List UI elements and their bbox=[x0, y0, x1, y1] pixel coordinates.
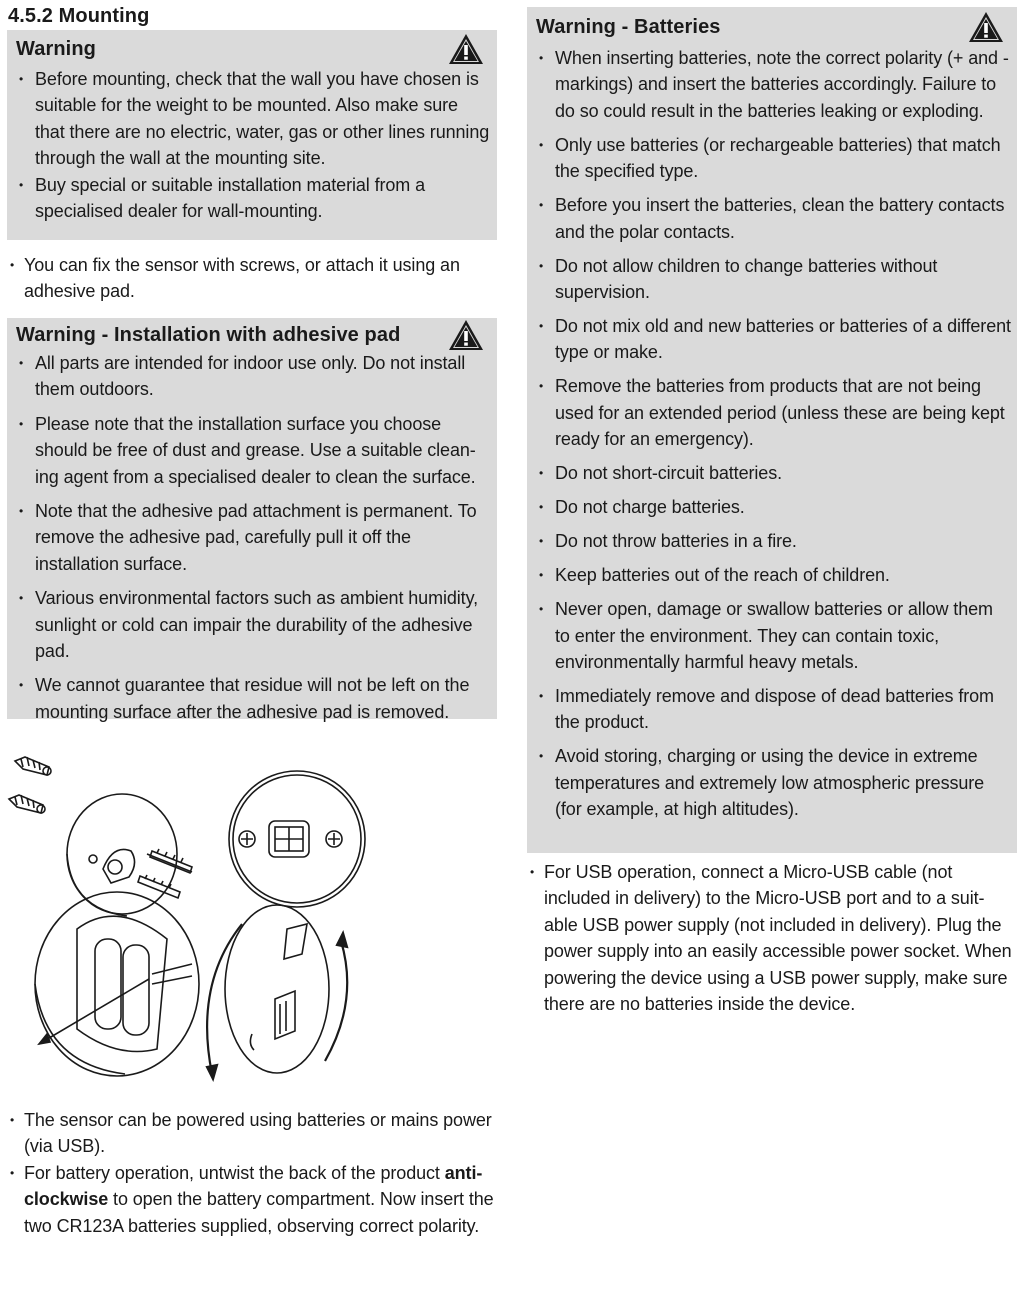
list-item: • Do not short-circuit batteries. bbox=[527, 460, 1017, 486]
list-item: • Buy special or suitable installation material from a specialised dealer for wall-mounting. bbox=[7, 172, 497, 225]
screw-icon bbox=[138, 875, 180, 898]
mounting-diagram bbox=[7, 749, 497, 1089]
list-item: • Various environmental factors such as ambient humidity, sunlight or cold can impair the durability of the adhesive pad. bbox=[7, 585, 497, 664]
wall-plug-icon bbox=[9, 795, 45, 813]
list-item: • Remove the batteries from products that are not being used for an extended period (unless these are being kept ready for an emergency). bbox=[527, 373, 1017, 452]
rotate-back-icon bbox=[225, 905, 329, 1073]
list-item: • Do not throw batteries in a fire. bbox=[527, 528, 1017, 554]
list-item: • Immediately remove and dispose of dead batteries from the product. bbox=[527, 683, 1017, 736]
fix-note-list bbox=[7, 252, 497, 306]
list-item: • Only use batteries (or rechargeable batteries) that match the specified type. bbox=[527, 132, 1017, 185]
warning-triangle-icon bbox=[447, 32, 485, 66]
battery-operation-note bbox=[7, 1160, 497, 1239]
warning-title: Warning bbox=[16, 38, 96, 60]
usb-note: • For USB operation, connect a Micro-USB cable (not included in delivery) to the Micro-USB port and to a suit-able USB power supply (not included in delivery). Plug the power supply into an easily accessible power socket. When powering the device using a USB power supply, make sure there are no batteries inside the device. bbox=[527, 859, 1017, 1017]
usb-note-list bbox=[527, 859, 1017, 1017]
battery-note-text: For battery operation, untwist the back of the product bbox=[24, 1162, 445, 1183]
warning-header bbox=[527, 7, 1017, 45]
anti-clockwise-emphasis: anti-clockwise bbox=[24, 1162, 483, 1210]
warning-title: Warning - Installation with adhesive pad bbox=[16, 324, 401, 346]
warning-title: Warning - Batteries bbox=[536, 16, 721, 38]
warning-triangle-icon bbox=[967, 10, 1005, 44]
warning-header bbox=[7, 318, 497, 350]
list-item: • Note that the adhesive pad attachment is permanent. To remove the adhesive pad, carefully pull it off the installation surface. bbox=[7, 498, 497, 577]
fix-note: • You can fix the sensor with screws, or attach it using an adhesive pad. bbox=[7, 252, 497, 305]
list-item: • Before mounting, check that the wall you have chosen is suitable for the weight to be mounted. Also make sure that there are no electric, water, gas or other lines running through the wall at the mounting site. bbox=[7, 66, 497, 172]
list-item: • Avoid storing, charging or using the device in extreme temperatures and extremely low atmospheric pressure (for example, at high altitudes). bbox=[527, 743, 1017, 822]
list-item: • We cannot guarantee that residue will not be left on the mounting surface after the adhesive pad is removed. bbox=[7, 672, 497, 725]
list-item: • All parts are intended for indoor use only. Do not install them outdoors. bbox=[7, 350, 497, 403]
rotation-arrow-icon bbox=[207, 924, 347, 1079]
mounting-illustration bbox=[7, 749, 497, 1089]
list-item: • Keep batteries out of the reach of children. bbox=[527, 562, 1017, 588]
list-item: • Do not charge batteries. bbox=[527, 494, 1017, 520]
battery-compartment-icon bbox=[35, 892, 199, 1076]
power-note: • The sensor can be powered using batteries or mains power (via USB). bbox=[7, 1107, 497, 1160]
list-item: • Do not mix old and new batteries or batteries of a different type or make. bbox=[527, 313, 1017, 366]
warning-box-batteries bbox=[527, 7, 1017, 853]
warning-list bbox=[7, 350, 497, 725]
front-plate-icon bbox=[229, 771, 365, 907]
warning-triangle-icon bbox=[447, 318, 485, 352]
list-item: • When inserting batteries, note the correct polarity (+ and - markings) and insert the batteries accordingly. Failure to do so could result in the batteries leaking or exploding. bbox=[527, 45, 1017, 124]
wall-plug-icon bbox=[15, 757, 51, 775]
list-item: • Do not allow children to change batteries without supervision. bbox=[527, 253, 1017, 306]
warning-header bbox=[7, 30, 497, 66]
warning-list bbox=[7, 66, 497, 224]
right-column bbox=[527, 0, 1017, 1017]
warning-box-mounting bbox=[7, 30, 497, 240]
warning-list bbox=[527, 45, 1017, 823]
battery-note-text: to open the battery compartment. Now insert the two CR123A batteries supplied, observing correct polarity. bbox=[24, 1189, 494, 1236]
list-item: • Please note that the installation surface you choose should be free of dust and grease. Use a suitable clean-ing agent from a specialised dealer to clean the surface. bbox=[7, 411, 497, 490]
warning-box-adhesive bbox=[7, 318, 497, 722]
left-column bbox=[7, 0, 497, 1239]
screw-icon bbox=[147, 849, 192, 873]
section-title: 4.5.2 Mounting bbox=[8, 5, 150, 27]
list-item: • Before you insert the batteries, clean the battery contacts and the polar contacts. bbox=[527, 192, 1017, 245]
list-item: • Never open, damage or swallow batteries or allow them to enter the environment. They can contain toxic, environmentally harmful heavy metals. bbox=[527, 596, 1017, 675]
power-notes-list bbox=[7, 1107, 497, 1239]
